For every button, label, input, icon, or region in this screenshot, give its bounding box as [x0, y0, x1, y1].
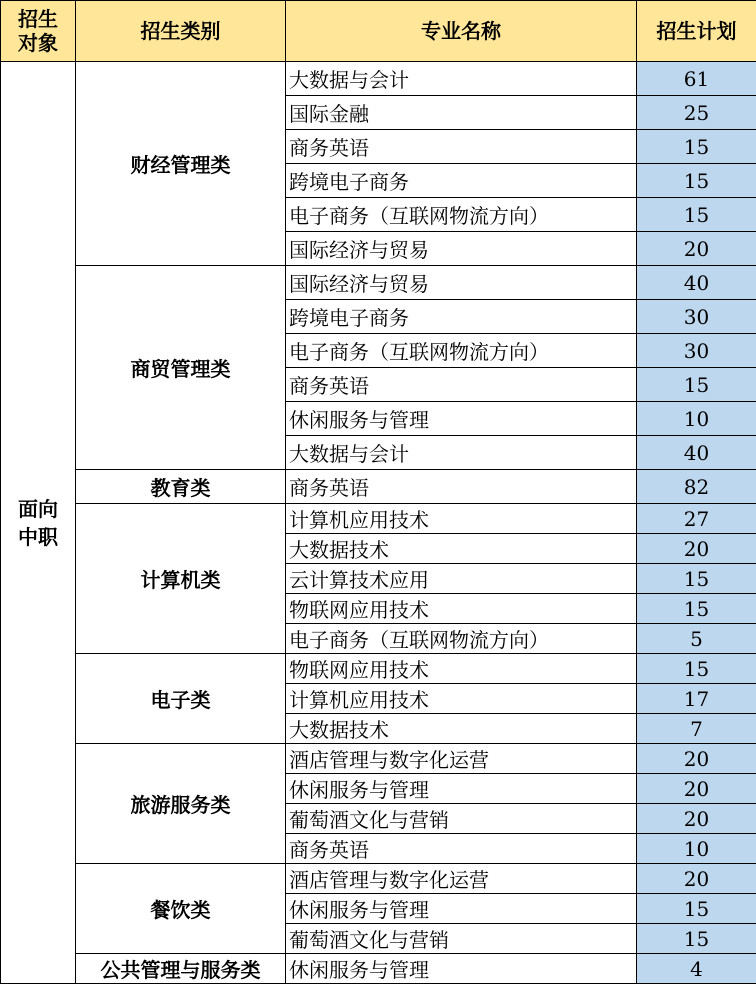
- major-cell: 大数据与会计: [286, 436, 637, 470]
- major-cell: 国际经济与贸易: [286, 232, 637, 266]
- plan-cell: 17: [637, 684, 756, 714]
- major-cell: 休闲服务与管理: [286, 894, 637, 924]
- plan-cell: 82: [637, 470, 756, 504]
- header-major: 专业名称: [286, 1, 637, 62]
- header-audience-line1: 招生: [18, 7, 58, 31]
- table-row: [1, 62, 756, 96]
- category-cell: 商贸管理类: [76, 266, 286, 470]
- table-row: [1, 470, 756, 504]
- plan-cell: 15: [637, 594, 756, 624]
- audience-line1: 面向: [18, 497, 58, 521]
- major-cell: 商务英语: [286, 368, 637, 402]
- plan-cell: 15: [637, 924, 756, 954]
- plan-cell: 20: [637, 804, 756, 834]
- plan-cell: 27: [637, 504, 756, 534]
- plan-cell: 30: [637, 300, 756, 334]
- plan-cell: 20: [637, 232, 756, 266]
- category-cell: 电子类: [76, 654, 286, 744]
- plan-cell: 4: [637, 954, 756, 984]
- major-cell: 电子商务（互联网物流方向）: [286, 334, 637, 368]
- major-cell: 大数据技术: [286, 534, 637, 564]
- plan-cell: 7: [637, 714, 756, 744]
- audience-cell: [1, 62, 76, 984]
- major-cell: 云计算技术应用: [286, 564, 637, 594]
- plan-cell: 20: [637, 744, 756, 774]
- major-cell: 电子商务（互联网物流方向）: [286, 198, 637, 232]
- plan-cell: 40: [637, 266, 756, 300]
- plan-cell: 15: [637, 564, 756, 594]
- header-audience: [1, 1, 76, 62]
- major-cell: 休闲服务与管理: [286, 774, 637, 804]
- table-row: [1, 744, 756, 774]
- major-cell: 电子商务（互联网物流方向）: [286, 624, 637, 654]
- category-cell: 公共管理与服务类: [76, 954, 286, 984]
- plan-cell: 20: [637, 864, 756, 894]
- header-category: 招生类别: [76, 1, 286, 62]
- major-cell: 商务英语: [286, 130, 637, 164]
- major-cell: 大数据技术: [286, 714, 637, 744]
- plan-cell: 20: [637, 534, 756, 564]
- category-cell: 计算机类: [76, 504, 286, 654]
- table-row: [1, 954, 756, 984]
- major-cell: 商务英语: [286, 834, 637, 864]
- major-cell: 物联网应用技术: [286, 594, 637, 624]
- major-cell: 计算机应用技术: [286, 684, 637, 714]
- plan-cell: 15: [637, 164, 756, 198]
- table-row: [1, 504, 756, 534]
- major-cell: 酒店管理与数字化运营: [286, 744, 637, 774]
- major-cell: 休闲服务与管理: [286, 402, 637, 436]
- header-plan: 招生计划: [637, 1, 756, 62]
- table-row: [1, 864, 756, 894]
- table-row: [1, 654, 756, 684]
- category-cell: 财经管理类: [76, 62, 286, 266]
- major-cell: 大数据与会计: [286, 62, 637, 96]
- plan-cell: 61: [637, 62, 756, 96]
- plan-cell: 15: [637, 894, 756, 924]
- major-cell: 国际经济与贸易: [286, 266, 637, 300]
- major-cell: 跨境电子商务: [286, 300, 637, 334]
- major-cell: 酒店管理与数字化运营: [286, 864, 637, 894]
- plan-cell: 30: [637, 334, 756, 368]
- plan-cell: 20: [637, 774, 756, 804]
- plan-cell: 10: [637, 834, 756, 864]
- major-cell: 葡萄酒文化与营销: [286, 924, 637, 954]
- plan-cell: 40: [637, 436, 756, 470]
- plan-cell: 15: [637, 368, 756, 402]
- header-row: [1, 1, 756, 62]
- category-cell: 餐饮类: [76, 864, 286, 954]
- major-cell: 商务英语: [286, 470, 637, 504]
- major-cell: 跨境电子商务: [286, 164, 637, 198]
- plan-cell: 5: [637, 624, 756, 654]
- audience-line2: 中职: [18, 525, 58, 549]
- plan-cell: 15: [637, 654, 756, 684]
- plan-cell: 15: [637, 198, 756, 232]
- major-cell: 计算机应用技术: [286, 504, 637, 534]
- category-cell: 教育类: [76, 470, 286, 504]
- category-cell: 旅游服务类: [76, 744, 286, 864]
- plan-cell: 15: [637, 130, 756, 164]
- plan-cell: 10: [637, 402, 756, 436]
- major-cell: 物联网应用技术: [286, 654, 637, 684]
- plan-cell: 25: [637, 96, 756, 130]
- table-row: [1, 266, 756, 300]
- major-cell: 国际金融: [286, 96, 637, 130]
- major-cell: 葡萄酒文化与营销: [286, 804, 637, 834]
- major-cell: 休闲服务与管理: [286, 954, 637, 984]
- header-audience-line2: 对象: [18, 31, 58, 55]
